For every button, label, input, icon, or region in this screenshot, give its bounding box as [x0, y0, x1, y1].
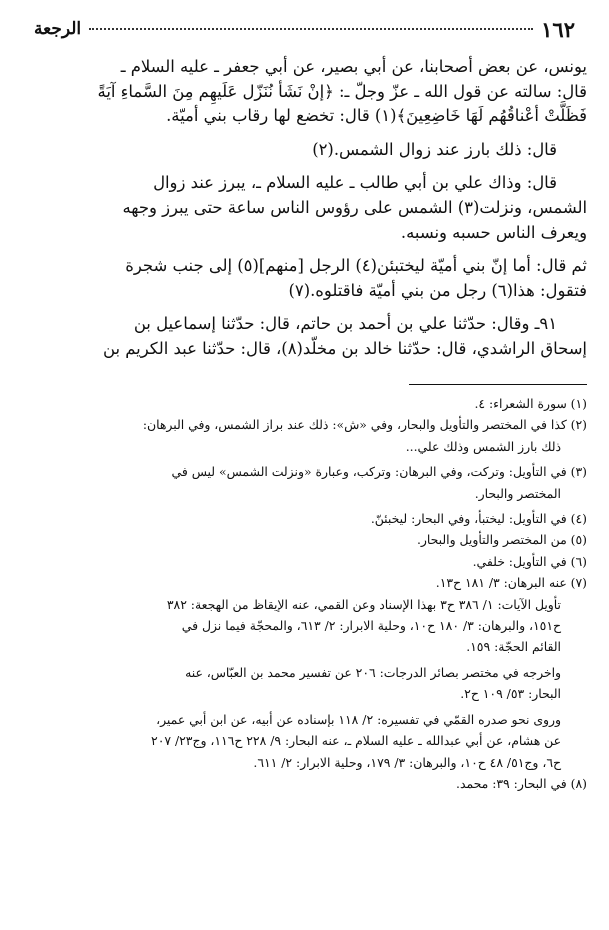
text-line: ويعرف الناس حسبه ونسبه. [400, 222, 587, 242]
text-line: قال: ذلك بارز عند زوال الشمس.(٢) [312, 139, 557, 159]
footnote-line: المختصر والبحار. [474, 485, 561, 501]
footnote-line: (٨) في البحار: ٣٩: محمد. [456, 775, 587, 791]
footnote-line: وروى نحو صدره القمّي في تفسيره: ٢/ ١١٨ بإسناده عن أبيه، عن ابن أبي عمير، [156, 711, 561, 727]
footnote-line: عن هشام، عن أبي عبدالله ـ عليه السلام ـ، عنه البحار: ٩/ ٢٢٨ ح١١٦، وج٢٣/ ٢٠٧ [151, 733, 561, 749]
footnote-line: (١) سورة الشعراء: ٤. [474, 396, 587, 411]
footnote-separator [409, 384, 587, 385]
footnote-line: (٥) من المختصر والتأويل والبحار. [416, 532, 587, 548]
text-line: قال: سالته عن قول الله ـ عزّ وجلّ ـ: ﴿إنْ نَشَأ نُنَزّل عَلَيهِم مِنَ السَّماءِ آيَةً [97, 81, 587, 101]
footnote-line: ذلك بارز الشمس وذلك علي... [405, 438, 561, 454]
text-line: الشمس، ونزلت(٣) الشمس على رؤوس الناس ساعة حتى يبرز وجهه [122, 197, 587, 217]
footnote-line: (٦) في التأويل: خلفي. [472, 553, 587, 569]
footnote-line: (٢) كذا في المختصر والتأويل والبحار، وفي «ش»: ذلك عند براز الشمس، وفي البرهان: [142, 417, 587, 433]
page-number: ١٦٢ [541, 16, 575, 42]
text-line: ٩١ـ وقال: حدّثنا علي بن أحمد بن حاتم، قال: حدّثنا إسماعيل بن [133, 314, 557, 334]
footnote-line: القائم الحجّة: ١٥٩. [466, 639, 561, 655]
footnote-line: تأويل الآيات: ١/ ٣٨٦ ح٣ بهذا الإسناد وعن القمي، عنه الإيقاظ من الهجعة: ٣٨٢ [166, 596, 561, 612]
main-text [22, 55, 587, 362]
footnote-line: البحار: ٥٣/ ١٠٩ ح٢. [460, 686, 561, 702]
text-line: فتقول: هذا(٦) رجل من بني أميّة فاقتلوه.(٧) [288, 280, 587, 300]
footnotes [22, 393, 587, 794]
page-header [34, 14, 575, 44]
footnote-line: (٤) في التأويل: ليختبأ، وفي البحار: ليخبئنّ. [370, 511, 587, 527]
footnote-line: واخرجه في مختصر بصائر الدرجات: ٢٠٦ عن تفسير محمد بن العبّاس، عنه [185, 664, 561, 680]
footnote-line: ح١٥١، والبرهان: ٣/ ١٨٠ ح١٠، وحلية الابرار: ٢/ ٦١٣، والمحجّة فيما نزل في [181, 618, 561, 634]
text-line: ثم قال: أما إنّ بني أميّة ليختبئن(٤) الرجل [منهم](٥) إلى جنب شجرة [125, 256, 587, 276]
footnote-line: (٣) في التأويل: وتركت، وفي البرهان: وتركب، وعبارة «ونزلت الشمس» ليس في [171, 464, 587, 480]
text-line: قال: وذاك علي بن أبي طالب ـ عليه السلام ـ، يبرز عند زوال [153, 173, 557, 193]
text-line: فَظَلَّتْ أعْناقُهُم لَهَا خَاضِعِينَ﴾(١) قال: تخضع لها رقاب بني أميّة. [166, 106, 587, 126]
running-title: الرجعة [34, 19, 82, 39]
text-line: يونس، عن بعض أصحابنا، عن أبي بصير، عن أبي جعفر ـ عليه السلام ـ [120, 57, 587, 76]
text-line: إسحاق الراشدي، قال: حدّثنا خالد بن مخلّد(٨)، قال: حدّثنا عبد الكريم بن [102, 338, 587, 358]
header-leader-dots [89, 28, 533, 30]
footnote-line: (٧) عنه البرهان: ٣/ ١٨١ ح١٣. [435, 575, 587, 591]
footnote-line: ح٦، وج٥١/ ٤٨ ح١٠، والبرهان: ٣/ ١٧٩، وحلية الابرار: ٢/ ٦١١. [253, 754, 561, 770]
